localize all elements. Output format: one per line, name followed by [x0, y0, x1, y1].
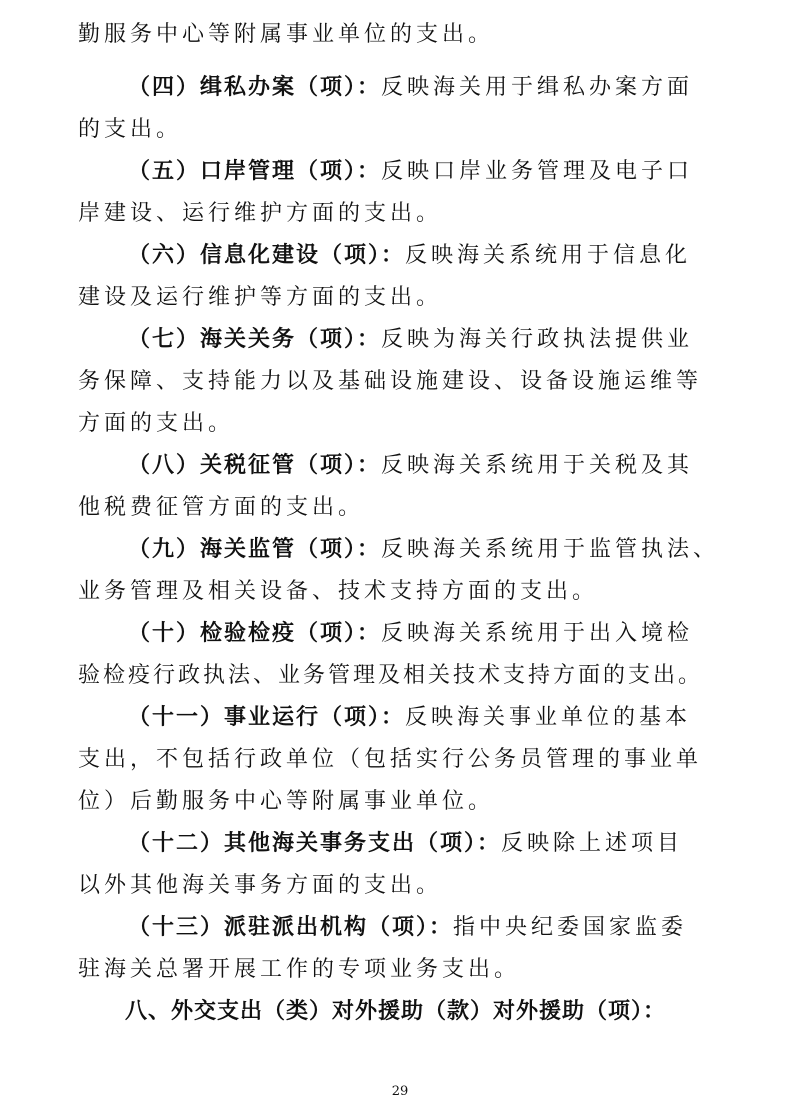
text-line: 建设及运行维护等方面的支出。: [78, 285, 443, 310]
section-heading: 八、外交支出（类）对外援助（款）对外援助（项）：: [125, 999, 667, 1024]
item-heading: （八）关税征管（项）：: [128, 453, 382, 478]
item-heading: （十二）其他海关事务支出（项）：: [128, 831, 502, 856]
item-12-first-line: （十二）其他海关事务支出（项）：反映除上述项目: [128, 831, 684, 856]
item-heading: （七）海关关务（项）：: [128, 327, 382, 352]
text-line: 以外其他海关事务方面的支出。: [78, 873, 443, 898]
item-11-first-line: （十一）事业运行（项）：反映海关事业单位的基本: [128, 705, 692, 730]
item-heading: （六）信息化建设（项）：: [128, 243, 406, 268]
item-8-first-line: （八）关税征管（项）：反映海关系统用于关税及其: [128, 453, 694, 478]
item-9-first-line: （九）海关监管（项）：反映海关系统用于监管执法、: [128, 537, 720, 562]
text-line: 务保障、支持能力以及基础设施建设、设备设施运维等: [78, 369, 703, 394]
text-line: 岸建设、运行维护方面的支出。: [78, 201, 443, 226]
text-line: 业务管理及相关设备、技术支持方面的支出。: [78, 579, 599, 604]
text-line: 他税费征管方面的支出。: [78, 495, 365, 520]
item-heading: （五）口岸管理（项）：: [128, 159, 382, 184]
page-number: 29: [391, 1084, 409, 1099]
item-7-first-line: （七）海关关务（项）：反映为海关行政执法提供业: [128, 327, 694, 352]
text-line: 支出，不包括行政单位（包括实行公务员管理的事业单: [78, 747, 703, 772]
item-5-first-line: （五）口岸管理（项）：反映口岸业务管理及电子口: [128, 159, 694, 184]
item-heading: （九）海关监管（项）：: [128, 537, 382, 562]
item-10-first-line: （十）检验检疫（项）：反映海关系统用于出入境检: [128, 621, 694, 646]
text-line: 验检疫行政执法、业务管理及相关技术支持方面的支出。: [78, 663, 704, 688]
item-heading: （四）缉私办案（项）：: [128, 75, 382, 100]
item-heading: （十一）事业运行（项）：: [128, 705, 406, 730]
text-line: 的支出。: [78, 117, 183, 142]
text-line: 勤服务中心等附属事业单位的支出。: [78, 22, 495, 47]
text-line: 位）后勤服务中心等附属事业单位。: [78, 789, 495, 814]
item-4-first-line: （四）缉私办案（项）：反映海关用于缉私办案方面: [128, 75, 694, 100]
item-heading: （十三）派驻派出机构（项）：: [128, 915, 454, 940]
item-heading: （十）检验检疫（项）：: [128, 621, 382, 646]
text-line: 驻海关总署开展工作的专项业务支出。: [78, 957, 521, 982]
item-13-first-line: （十三）派驻派出机构（项）：指中央纪委国家监委: [128, 915, 688, 940]
text-line: 方面的支出。: [78, 411, 235, 436]
item-6-first-line: （六）信息化建设（项）：反映海关系统用于信息化: [128, 243, 692, 268]
